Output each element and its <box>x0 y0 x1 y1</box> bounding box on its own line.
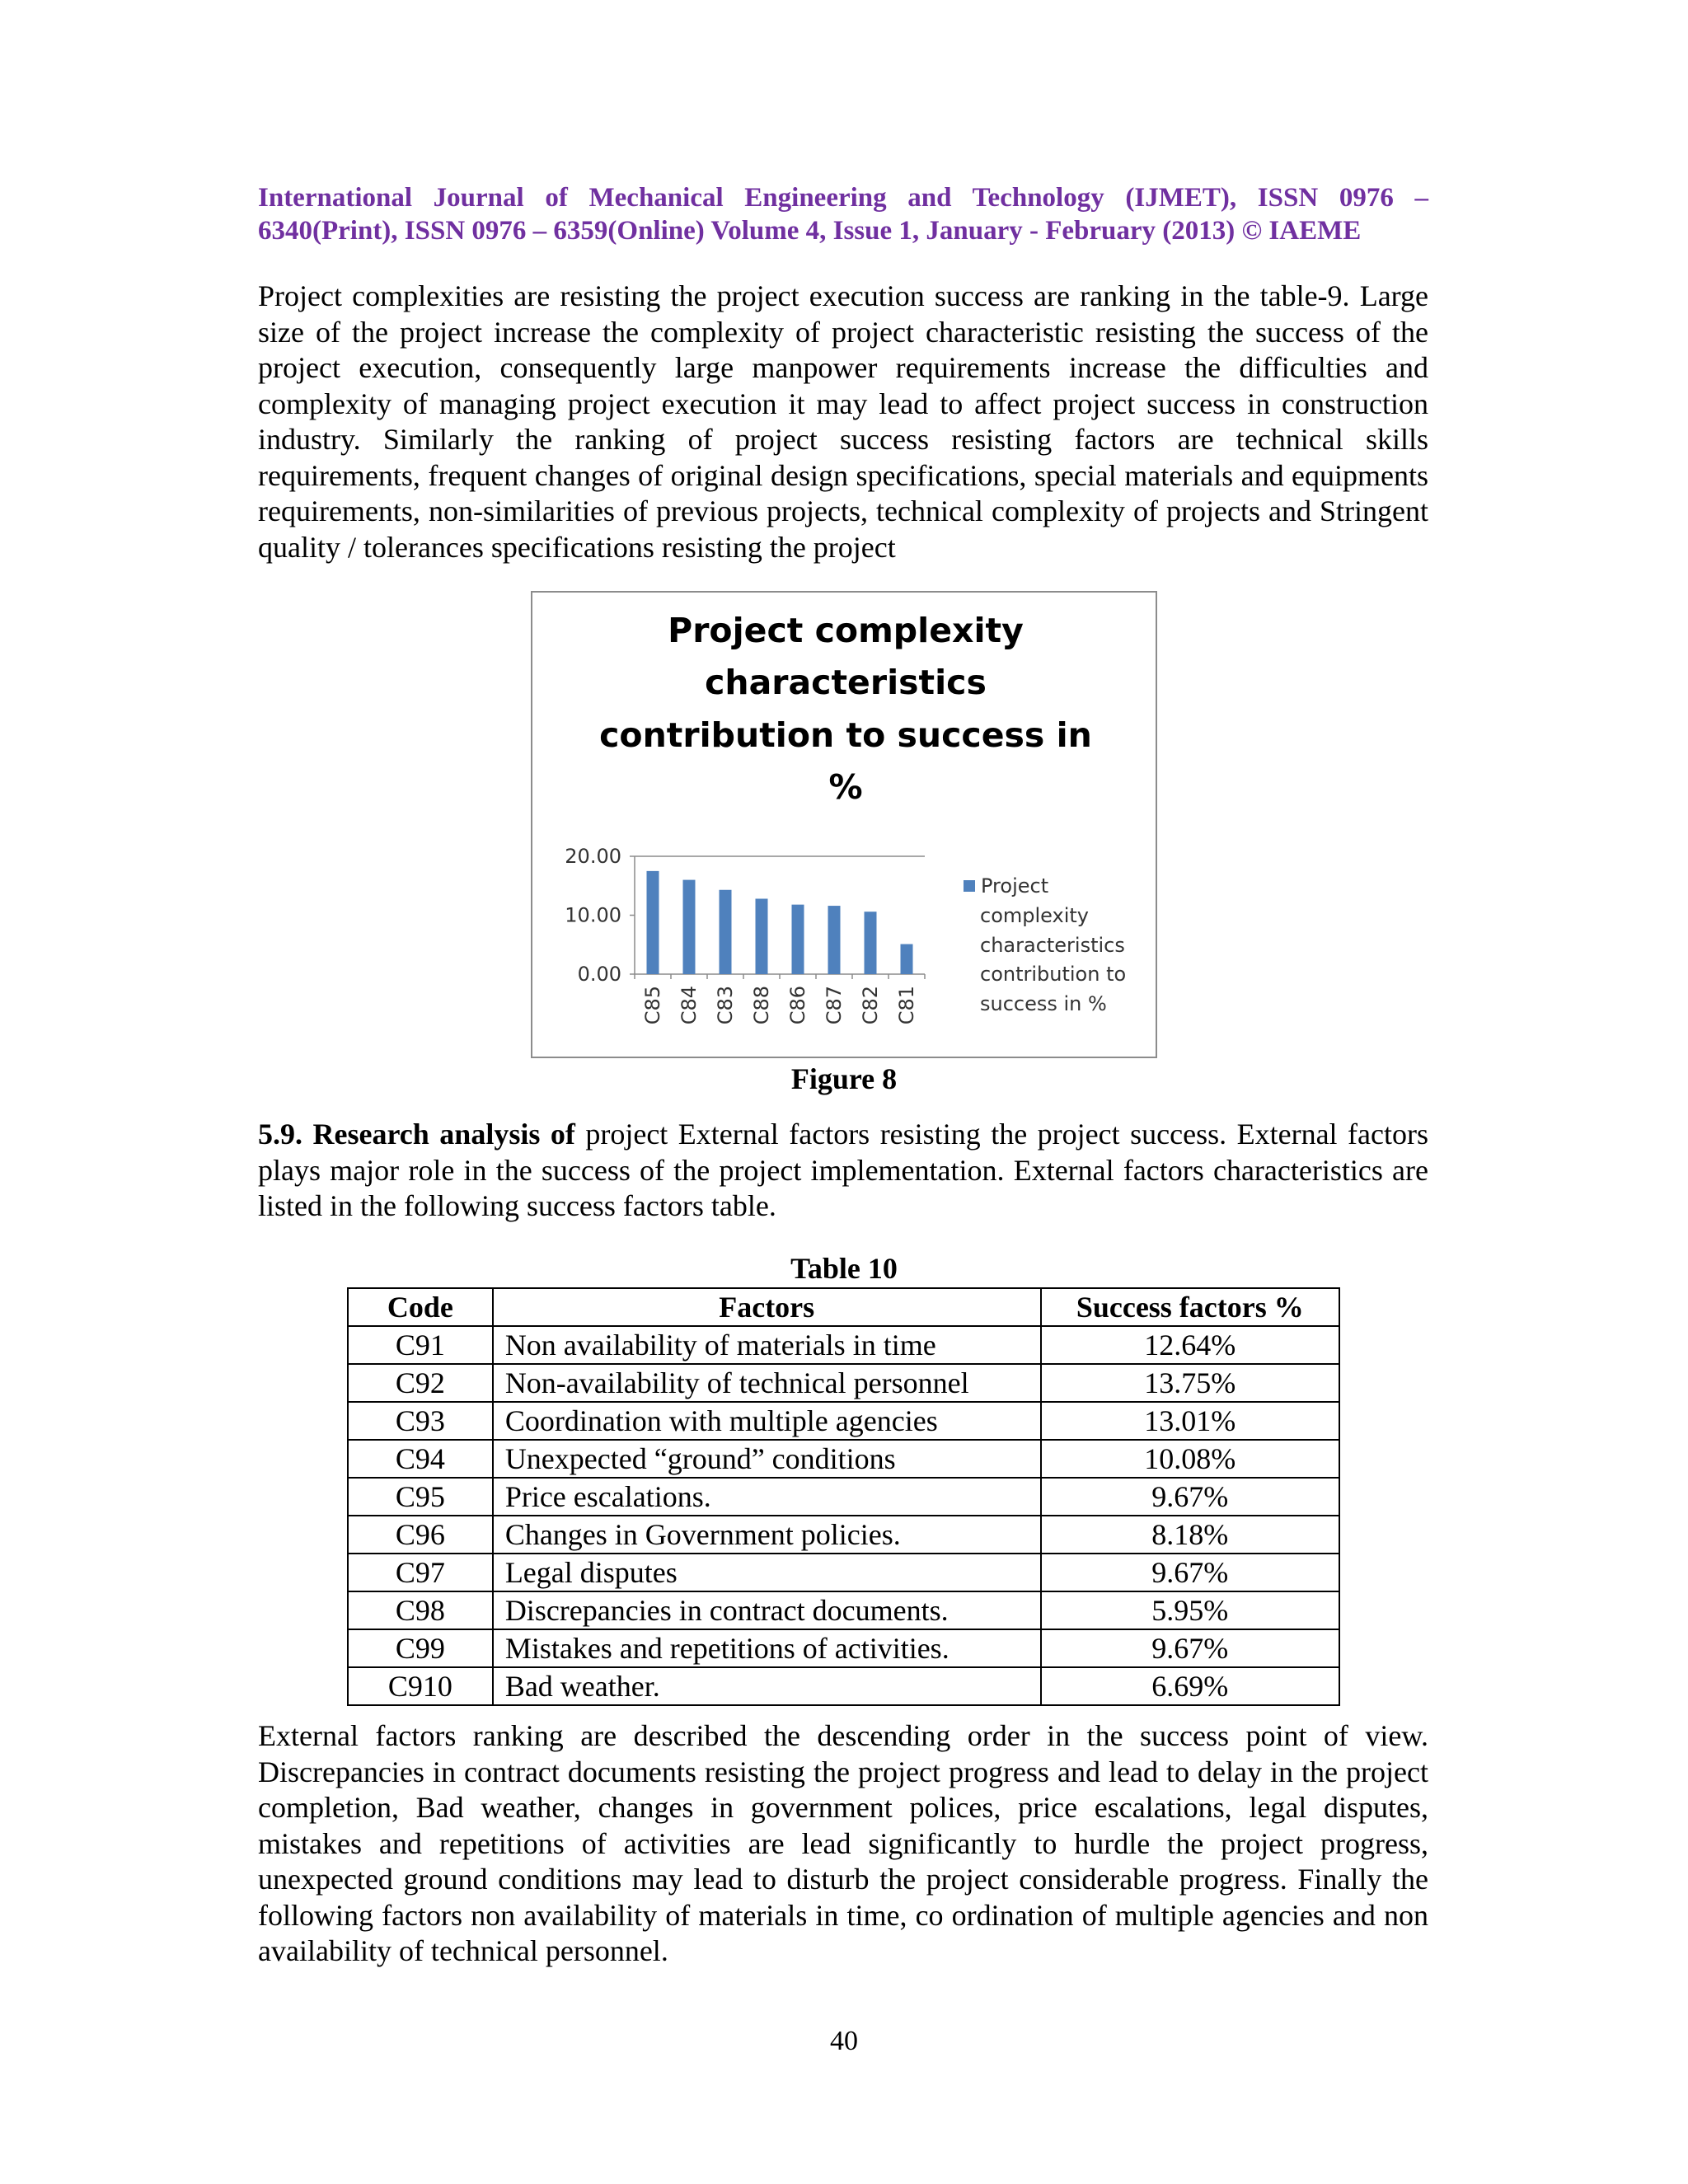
figure-caption: Figure 8 <box>790 1062 898 1095</box>
cell-code: C99 <box>348 1629 493 1667</box>
table-row <box>348 1326 1339 1364</box>
x-tick-label: C83 <box>714 986 737 1025</box>
table-row <box>348 1478 1339 1516</box>
legend-label-line: characteristics <box>980 934 1125 957</box>
bar-c85 <box>647 871 659 974</box>
success-factors-table <box>347 1287 1340 1706</box>
table-row <box>348 1440 1339 1478</box>
cell-success-factor: 13.75% <box>1041 1364 1339 1402</box>
cell-success-factor: 13.01% <box>1041 1402 1339 1440</box>
bar-c83 <box>720 890 732 974</box>
bar-c84 <box>683 880 696 974</box>
x-tick-label: C86 <box>786 986 809 1025</box>
cell-success-factor: 8.18% <box>1041 1516 1339 1554</box>
paragraph-external-factors-ranking: External factors ranking are described the descending order in the success point of view. Discrepancies in contract documents resisting the project progress and lead to delay in the project completion, Bad weather, changes in government polices, price escalations, legal disputes, mistakes and repetitions of activities are lead significantly to hurdle the project progress, unexpected ground conditions may lead to disturb the project considerable progress. Finally the following factors non availability of materials in time, co ordination of multiple agencies and non availability of technical personnel. <box>258 1719 1428 1967</box>
table-row <box>348 1402 1339 1440</box>
legend-label-line: Project <box>981 874 1049 898</box>
cell-code: C98 <box>348 1591 493 1629</box>
y-tick-label: 0.00 <box>577 963 621 986</box>
legend-label-line: complexity <box>980 904 1089 927</box>
y-tick-label: 20.00 <box>565 845 621 868</box>
cell-code: C93 <box>348 1402 493 1440</box>
cell-code: C91 <box>348 1326 493 1364</box>
chart-title-line: Project complexity <box>668 611 1024 650</box>
figure-8-chart <box>531 591 1157 1058</box>
bar-c87 <box>828 906 841 974</box>
table-row <box>348 1516 1339 1554</box>
cell-code: C92 <box>348 1364 493 1402</box>
cell-factor: Discrepancies in contract documents. <box>493 1591 1041 1629</box>
journal-header-line2: 6340(Print), ISSN 0976 – 6359(Online) Volume 4, Issue 1, January - February (2013) © IAEME <box>258 216 1362 246</box>
cell-factor: Price escalations. <box>493 1478 1041 1516</box>
cell-factor: Unexpected “ground” conditions <box>493 1440 1041 1478</box>
cell-code: C96 <box>348 1516 493 1554</box>
cell-factor: Bad weather. <box>493 1667 1041 1705</box>
bar-chart <box>532 593 1156 1057</box>
cell-code: C97 <box>348 1554 493 1591</box>
section-text: project External factors resisting the project success. External factors plays major role in the success of the project implementation. External factors characteristics are listed in the following success factors table. <box>258 1118 1428 1222</box>
journal-header <box>258 181 1428 247</box>
table-row <box>348 1667 1339 1705</box>
bar-c81 <box>901 944 913 974</box>
table-row <box>348 1364 1339 1402</box>
cell-success-factor: 10.08% <box>1041 1440 1339 1478</box>
cell-factor: Mistakes and repetitions of activities. <box>493 1629 1041 1667</box>
cell-success-factor: 9.67% <box>1041 1629 1339 1667</box>
cell-success-factor: 6.69% <box>1041 1667 1339 1705</box>
cell-factor: Legal disputes <box>493 1554 1041 1591</box>
paragraph-project-complexities: Project complexities are resisting the project execution success are ranking in the table-9. Large size of the project increase the complexity of project characteristic resisting the success of the project execution, consequently large manpower requirements increase the difficulties and complexity of managing project execution it may lead to affect project success in construction industry. Similarly the ranking of project success resisting factors are technical skills requirements, frequent changes of original design specifications, special materials and equipments requirements, non-similarities of previous projects, technical complexity of projects and Stringent quality / tolerances specifications resisting the project <box>258 279 1428 564</box>
cell-factor: Non-availability of technical personnel <box>493 1364 1041 1402</box>
cell-success-factor: 5.95% <box>1041 1591 1339 1629</box>
cell-code: C95 <box>348 1478 493 1516</box>
table-row <box>348 1591 1339 1629</box>
section-5-9-paragraph <box>258 1117 1428 1225</box>
bar-c82 <box>865 912 877 974</box>
cell-factor: Non availability of materials in time <box>493 1326 1041 1364</box>
y-tick-label: 10.00 <box>565 903 621 927</box>
x-tick-label: C82 <box>859 986 882 1025</box>
chart-title-line: characteristics <box>705 663 987 702</box>
cell-code: C94 <box>348 1440 493 1478</box>
table-row <box>348 1554 1339 1591</box>
table-caption: Table 10 <box>790 1252 898 1285</box>
legend-swatch <box>964 880 975 892</box>
cell-factor: Coordination with multiple agencies <box>493 1402 1041 1440</box>
bar-c86 <box>792 905 804 974</box>
header-factors: Factors <box>493 1288 1041 1326</box>
chart-title-line: contribution to success in <box>599 715 1092 755</box>
table-row <box>348 1629 1339 1667</box>
legend-label-line: contribution to <box>980 963 1127 986</box>
x-tick-label: C84 <box>678 986 701 1025</box>
x-tick-label: C88 <box>750 986 773 1025</box>
section-heading: 5.9. Research analysis of <box>258 1118 575 1151</box>
header-success-factors: Success factors % <box>1041 1288 1339 1326</box>
cell-code: C910 <box>348 1667 493 1705</box>
x-tick-label: C87 <box>823 986 846 1025</box>
chart-title-line: % <box>828 767 863 807</box>
x-tick-label: C85 <box>641 986 664 1025</box>
cell-success-factor: 12.64% <box>1041 1326 1339 1364</box>
header-code: Code <box>348 1288 493 1326</box>
table-header-row <box>348 1288 1339 1326</box>
journal-header-line1: International Journal of Mechanical Engineering and Technology (IJMET), ISSN 0976 – <box>258 183 1428 213</box>
legend-label-line: success in % <box>980 992 1107 1015</box>
cell-factor: Changes in Government policies. <box>493 1516 1041 1554</box>
cell-success-factor: 9.67% <box>1041 1554 1339 1591</box>
x-tick-label: C81 <box>895 986 918 1025</box>
cell-success-factor: 9.67% <box>1041 1478 1339 1516</box>
bar-c88 <box>756 898 768 974</box>
page-number: 40 <box>830 2026 858 2056</box>
